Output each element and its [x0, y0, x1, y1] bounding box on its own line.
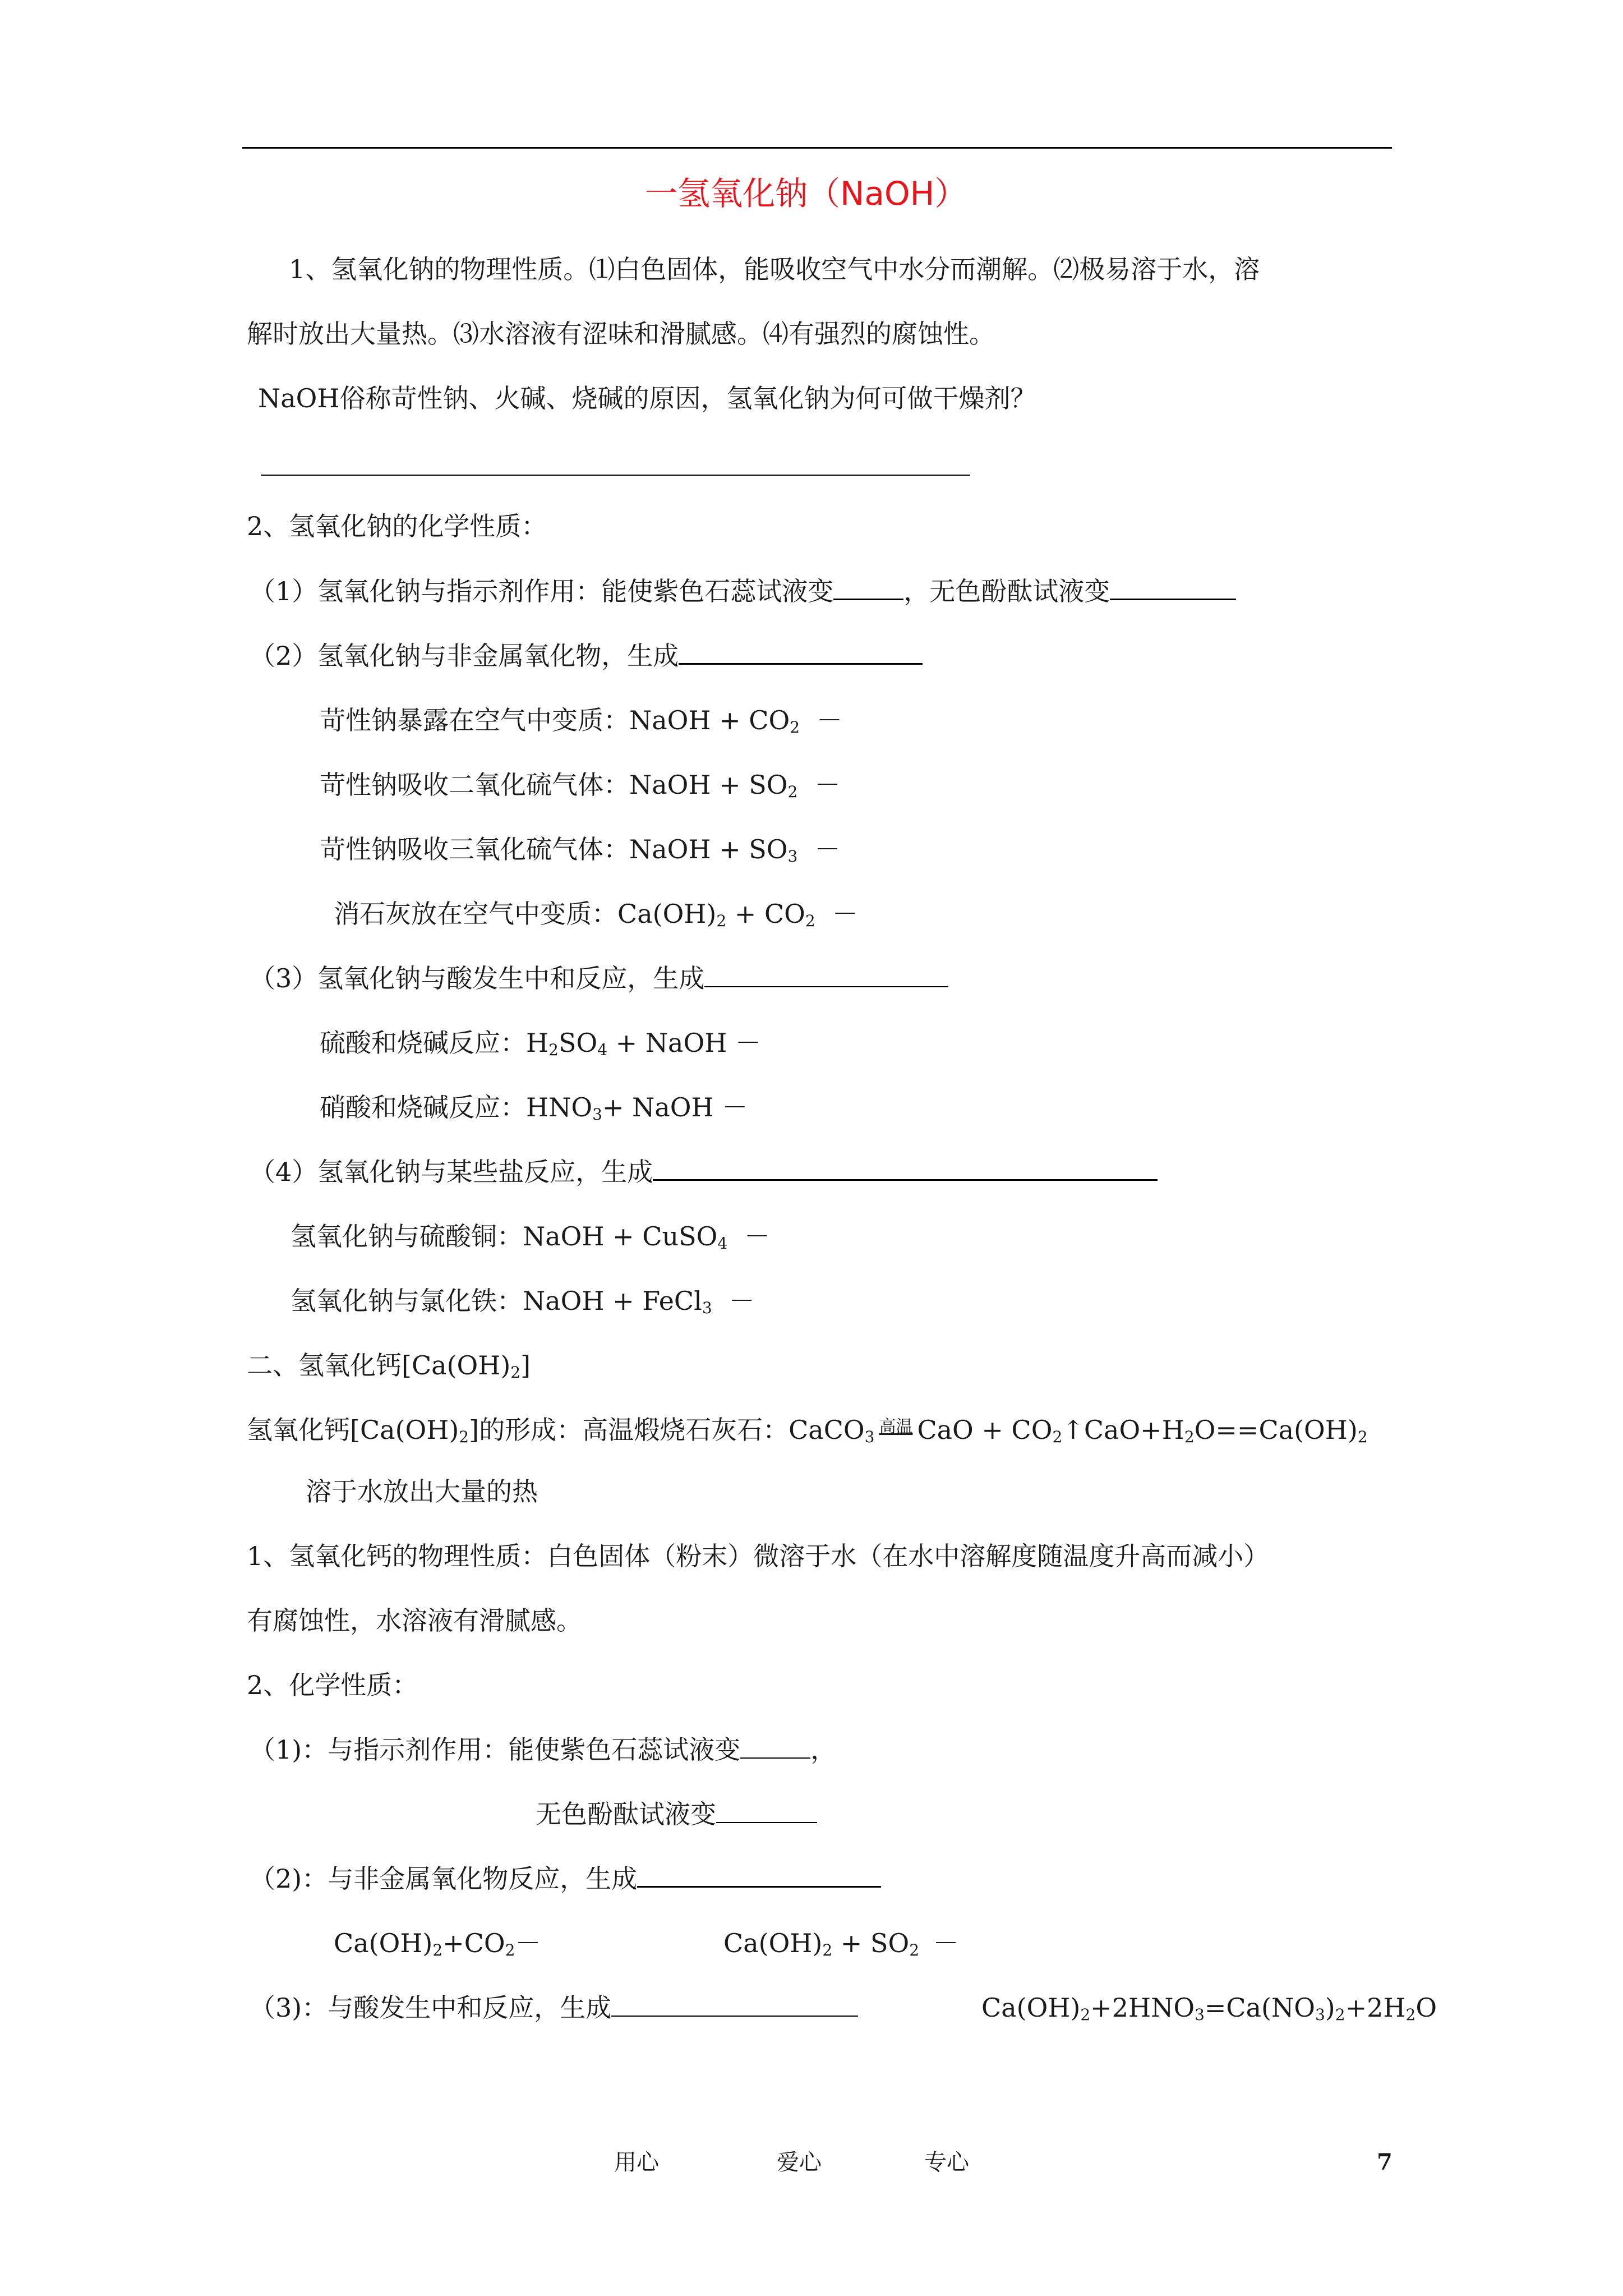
subscript: 3 [1195, 2005, 1205, 2024]
reaction-text: ) [1325, 1993, 1335, 2023]
reaction-text: 硫酸和烧碱反应：H [320, 1028, 549, 1058]
phenolphthalein-blank [716, 1800, 817, 1823]
reaction-text: + CO [726, 899, 805, 929]
reaction-dash: － [814, 834, 841, 864]
reaction-text: O [1415, 1993, 1437, 2023]
reaction-text: + NaOH － [602, 1092, 748, 1122]
item3-blank [704, 964, 948, 987]
caoh2-heading [247, 1350, 531, 1381]
reaction-dash: － [814, 770, 841, 800]
heading-text: 二、氢氧化钙[Ca(OH) [247, 1350, 511, 1381]
reaction-dash: － [832, 899, 858, 929]
item2-blank [679, 641, 923, 665]
subscript: 2 [1052, 1428, 1063, 1446]
item2-blank [637, 1864, 881, 1888]
subscript: 2 [432, 1941, 443, 1959]
subscript: 2 [805, 912, 815, 930]
litmus-blank [833, 576, 903, 600]
footer-word-1: 用心 [614, 2150, 659, 2175]
reaction-dash: － [817, 705, 843, 735]
naoh-item3 [250, 963, 948, 994]
reaction-naoh-cuso4 [291, 1221, 770, 1252]
caoh2-item2 [250, 1863, 881, 1894]
reaction-text: Ca(OH) [981, 1993, 1081, 2023]
caoh2-chem-heading: 2、化学性质： [247, 1670, 418, 1700]
reaction-text: 氢氧化钠与硫酸铜：NaOH + CuSO [291, 1221, 718, 1251]
reaction-caoh2-so2 [723, 1927, 959, 1959]
subscript: 3 [592, 1105, 602, 1124]
naoh-item1 [250, 576, 1236, 607]
reaction-text: 苛性钠暴露在空气中变质：NaOH + CO [320, 705, 790, 735]
naoh-chem-heading: 2、氢氧化钠的化学性质： [247, 511, 547, 541]
naoh-question: NaOH俗称苛性钠、火碱、烧碱的原因，氢氧化钠为何可做干燥剂？ [258, 383, 1036, 413]
reaction-dash: － [925, 1928, 959, 1958]
item4-blank [653, 1157, 1158, 1181]
subscript: 3 [702, 1299, 712, 1317]
subscript: 2 [1357, 1428, 1368, 1446]
naoh-item1-text-b: ，无色酚酞试液变 [903, 576, 1110, 606]
subscript: 3 [787, 847, 798, 866]
caoh2-physical-line1: 1、氢氧化钙的物理性质：白色固体（粉末）微溶于水（在水中溶解度随温度升高而减小） [247, 1541, 1270, 1571]
phenolphthalein-blank [1110, 576, 1236, 600]
subscript: 2 [510, 1363, 521, 1382]
reaction-text: + NaOH － [607, 1028, 761, 1058]
subscript: 2 [1184, 1428, 1195, 1446]
reaction-text: 硝酸和烧碱反应：HNO [320, 1092, 593, 1122]
subscript: 4 [717, 1234, 728, 1253]
reaction-dash: － [744, 1221, 771, 1251]
reaction-naoh-co2 [320, 705, 842, 736]
subscript: 2 [548, 1041, 559, 1059]
subscript: 4 [597, 1041, 608, 1059]
subscript: 3 [1315, 2005, 1325, 2024]
caoh2-physical-line2: 有腐蚀性，水溶液有滑腻感。 [247, 1605, 582, 1636]
reaction-text: +CO [442, 1928, 505, 1958]
formation-text: ]的形成：高温煅烧石灰石：CaCO [469, 1415, 865, 1445]
subscript: 2 [1080, 2005, 1091, 2024]
formation-text: CaO + CO [917, 1415, 1053, 1445]
caoh2-formation [247, 1411, 1368, 1446]
reaction-text: Ca(OH) [334, 1928, 433, 1958]
reaction-dash: － [515, 1928, 541, 1958]
caoh2-item1-comma: ， [810, 1734, 837, 1765]
reaction-h2so4-naoh [320, 1027, 761, 1059]
caoh2-item3 [250, 1992, 858, 2023]
reaction-text: 苛性钠吸收三氧化硫气体：NaOH + SO [320, 834, 788, 864]
reaction-text: =Ca(NO [1204, 1993, 1315, 2023]
subscript: 2 [1335, 2005, 1345, 2024]
reaction-caoh2-co2-b [334, 1927, 541, 1959]
caoh2-item1 [250, 1734, 836, 1765]
reaction-naoh-so2 [320, 769, 840, 800]
formation-text: O==Ca(OH) [1194, 1415, 1358, 1445]
reaction-hno3-naoh [320, 1092, 748, 1123]
header-rule [242, 147, 1392, 149]
naoh-physical-line2: 解时放出大量热。⑶水溶液有涩味和滑腻感。⑷有强烈的腐蚀性。 [247, 319, 995, 349]
naoh-item3-text: （3）氢氧化钠与酸发生中和反应，生成 [250, 963, 705, 993]
reaction-condition: 高温 [879, 1417, 913, 1437]
caoh2-item2-text: （2)：与非金属氧化物反应，生成 [250, 1864, 638, 1894]
reaction-text: +2H [1345, 1993, 1406, 2023]
reaction-text: 苛性钠吸收二氧化硫气体：NaOH + SO [320, 770, 788, 800]
reaction-caoh2-co2 [334, 898, 858, 930]
caoh2-item1-text: 无色酚酞试液变 [536, 1799, 716, 1829]
caoh2-heat-note: 溶于水放出大量的热 [306, 1476, 538, 1507]
reaction-naoh-so3 [320, 834, 840, 865]
subscript: 2 [787, 783, 798, 801]
naoh-item4 [250, 1156, 1158, 1188]
reaction-text: 消石灰放在空气中变质：Ca(OH) [334, 899, 717, 929]
reaction-text: SO [558, 1028, 598, 1058]
reaction-text: +2HNO [1090, 1993, 1195, 2023]
reaction-caoh2-hno3 [981, 1992, 1437, 2023]
caoh2-item1-text: （1)：与指示剂作用：能使紫色石蕊试液变 [250, 1734, 741, 1765]
naoh-item1-text-a: （1）氢氧化钠与指示剂作用：能使紫色石蕊试液变 [250, 576, 834, 606]
page-number: 7 [1377, 2149, 1393, 2175]
naoh-item2-text: （2）氢氧化钠与非金属氧化物，生成 [250, 641, 679, 671]
heading-text: ] [520, 1350, 531, 1381]
formation-text: 氢氧化钙[Ca(OH) [247, 1415, 459, 1445]
caoh2-item3-text: （3)：与酸发生中和反应，生成 [250, 1993, 612, 2023]
subscript: 2 [716, 912, 727, 930]
item3-blank [611, 1993, 858, 2017]
reaction-dash: － [728, 1286, 755, 1316]
page-title: 一氢氧化钠（NaOH） [645, 174, 967, 213]
subscript: 2 [1405, 2005, 1416, 2024]
answer-line [261, 475, 970, 476]
subscript: 2 [790, 718, 800, 737]
footer-word-2: 爱心 [777, 2150, 822, 2175]
reaction-text: 氢氧化钠与氯化铁：NaOH + FeCl [291, 1286, 702, 1316]
naoh-physical-line1: 1、氢氧化钠的物理性质。⑴白色固体，能吸收空气中水分而潮解。⑵极易溶于水，溶 [289, 254, 1260, 284]
reaction-text: + SO [832, 1928, 910, 1958]
subscript: 2 [505, 1941, 515, 1959]
reaction-text: Ca(OH) [723, 1928, 823, 1958]
subscript: 2 [459, 1428, 469, 1446]
subscript: 2 [909, 1941, 920, 1959]
caoh2-item1-phenolphthalein [536, 1798, 817, 1830]
formation-text: ↑CaO+H [1062, 1415, 1184, 1445]
naoh-item4-text: （4）氢氧化钠与某些盐反应，生成 [250, 1157, 653, 1187]
reaction-naoh-fecl3 [291, 1285, 755, 1317]
subscript: 2 [822, 1941, 833, 1959]
subscript: 3 [864, 1428, 875, 1446]
litmus-blank [740, 1735, 810, 1759]
footer-word-3: 专心 [924, 2150, 969, 2175]
naoh-item2 [250, 640, 923, 671]
